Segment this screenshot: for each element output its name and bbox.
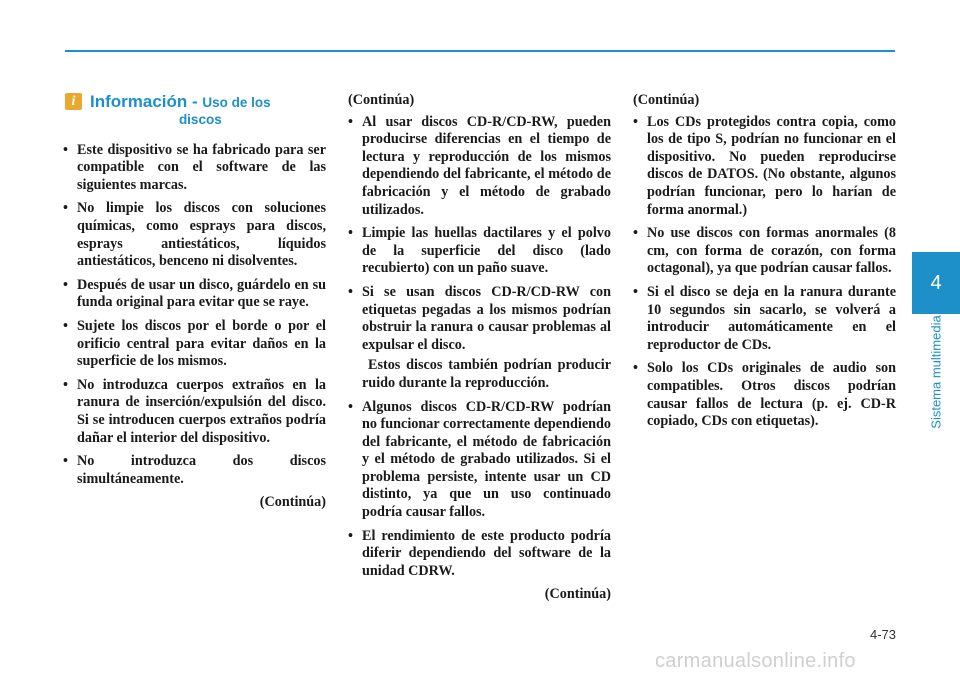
bullet-list bbox=[348, 114, 611, 355]
list-item: • El rendimiento de este producto podría diferir dependiendo del software de la unidad CDRW. bbox=[348, 528, 611, 581]
continued-from-label: (Continúa) bbox=[633, 92, 700, 108]
list-item: • Después de usar un disco, guárdelo en su funda original para evitar que se raye. bbox=[63, 277, 326, 312]
list-item: • Sujete los discos por el borde o por el orificio central para evitar daños en la superficie de los mismos. bbox=[63, 318, 326, 371]
info-icon: i bbox=[65, 93, 82, 110]
info-title: Información - bbox=[90, 92, 203, 111]
list-item: • Los CDs protegidos contra copia, como los de tipo S, podrían no funcionar en el dispositivo. No pueden reproducirse discos de DATOS. (No obstante, algunos podrían funcionar, pero lo harían de forma anormal.) bbox=[633, 114, 896, 220]
continued-label: (Continúa) bbox=[259, 494, 326, 511]
info-heading-text bbox=[90, 92, 271, 126]
continued-label: (Continúa) bbox=[544, 586, 611, 603]
header-rule bbox=[65, 50, 895, 52]
list-item: • No introduzca cuerpos extraños en la ranura de inserción/expulsión del disco. Si se introducen cuerpos extraños podría dañar el interior del dispositivo. bbox=[63, 377, 326, 447]
info-heading bbox=[63, 92, 326, 126]
column-3 bbox=[633, 92, 896, 437]
list-item: • No use discos con formas anormales (8 cm, con forma de corazón, con forma octagonal), ya que podrían causar fallos. bbox=[633, 225, 896, 278]
list-item: • No limpie los discos con soluciones químicas, como esprays para discos, esprays antiestáticos, líquidos antiestáticos, benceno ni disolventes. bbox=[63, 200, 326, 270]
chapter-number: 4 bbox=[930, 271, 942, 294]
bullet-list bbox=[63, 142, 326, 489]
info-subtitle-line2: discos bbox=[178, 111, 222, 127]
section-label: Sistema multimedia bbox=[928, 315, 944, 429]
list-item: • Limpie las huellas dactilares y el polvo de la superficie del disco (lado recubierto) con un paño suave. bbox=[348, 225, 611, 278]
list-item: • Algunos discos CD-R/CD-RW podrían no funcionar correctamente dependiendo del fabricante, el método de fabricación y el método de grabado utilizados. Si el problema persiste, intente usar un CD distinto, ya que un uso continuado podría causar fallos. bbox=[348, 399, 611, 522]
list-item: • Si el disco se deja en la ranura durante 10 segundos sin sacarlo, se volverá a introducir automáticamente en el reproductor de CDs. bbox=[633, 284, 896, 354]
watermark: carmanualsonline.info bbox=[655, 650, 856, 672]
column-1 bbox=[63, 92, 326, 512]
continued-from-label: (Continúa) bbox=[348, 92, 415, 108]
chapter-tab bbox=[912, 252, 960, 314]
continuation-paragraph: Estos discos también podrían producir ruido durante la reproducción. bbox=[362, 357, 611, 391]
list-item: • Al usar discos CD-R/CD-RW, pueden producirse diferencias en el tiempo de lectura y reproducción de los mismos dependiendo del fabricante, el método de fabricación y el método de grabado utilizados. bbox=[348, 114, 611, 220]
page-number: 4-73 bbox=[869, 627, 896, 642]
column-2 bbox=[348, 92, 611, 604]
list-item: • Solo los CDs originales de audio son compatibles. Otros discos podrían causar fallos de lectura (p. ej. CD-R copiado, CDs con etiquetas). bbox=[633, 360, 896, 430]
info-subtitle: Uso de los bbox=[202, 95, 271, 110]
bullet-list bbox=[633, 114, 896, 431]
list-item: • Si se usan discos CD-R/CD-RW con etiquetas pegadas a los mismos podrían obstruir la ranura o causar problemas al expulsar el disco. bbox=[348, 284, 611, 354]
list-item: • Este dispositivo se ha fabricado para ser compatible con el software de las siguientes marcas. bbox=[63, 142, 326, 195]
list-item: • No introduzca dos discos simultáneamente. bbox=[63, 453, 326, 488]
bullet-list bbox=[348, 399, 611, 581]
